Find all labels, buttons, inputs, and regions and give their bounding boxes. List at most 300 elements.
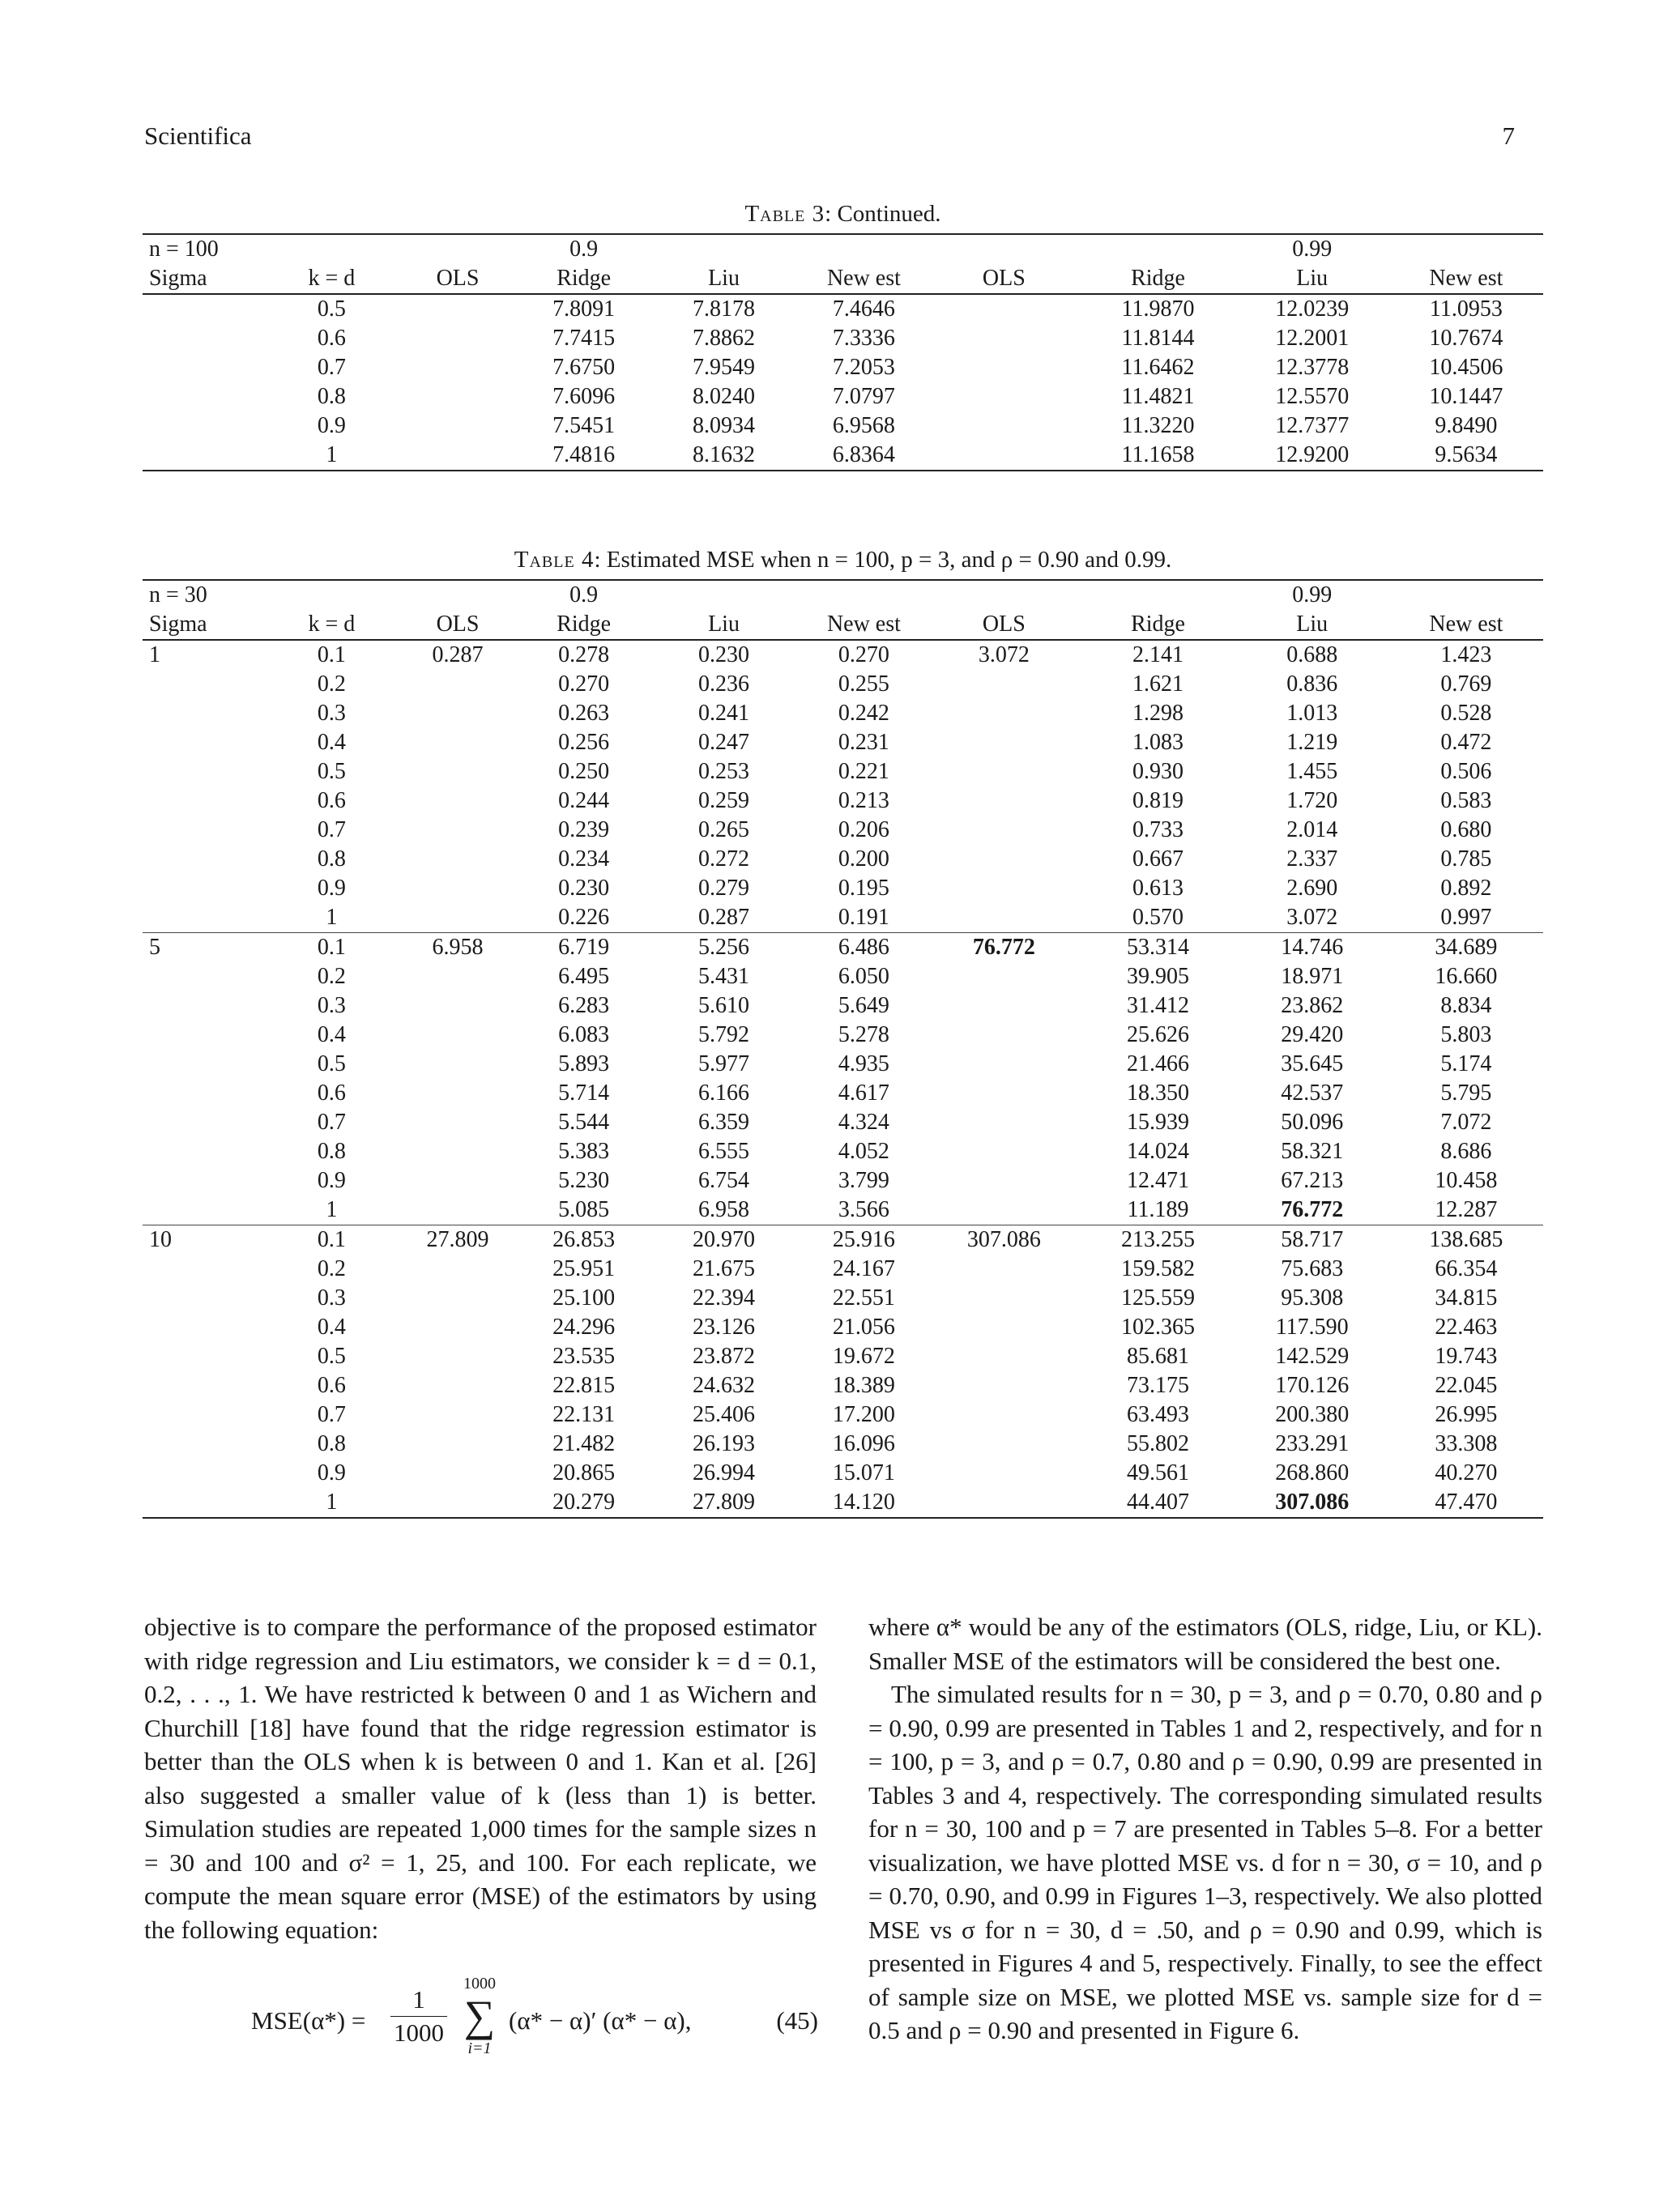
new-est-cell: 24.167 [832, 1256, 895, 1281]
liu-cell: 233.291 [1275, 1431, 1350, 1456]
ridge-cell: 20.279 [521, 1488, 647, 1518]
ridge-cell: 25.100 [552, 1285, 616, 1311]
ridge-cell: 0.667 [1132, 846, 1184, 872]
ridge-cell: 0.570 [1081, 903, 1235, 933]
ridge-cell: 44.407 [1081, 1488, 1235, 1518]
column-header: k = d [269, 610, 395, 640]
table-cell [927, 411, 1081, 441]
ols-cell [927, 1108, 1081, 1137]
table-row [143, 640, 1543, 670]
k-value-cell: 0.8 [317, 1139, 346, 1164]
new-est-cell: 0.506 [1440, 759, 1492, 784]
liu-cell: 42.537 [1281, 1080, 1344, 1106]
table-cell [927, 294, 1081, 324]
column-header: OLS [927, 610, 1081, 640]
table-4 [143, 545, 1543, 1519]
k-value-cell: 0.1 [317, 1227, 346, 1252]
liu-cell: 307.086 [1235, 1488, 1389, 1518]
table-cell: 7.8862 [693, 326, 756, 351]
liu-cell: 14.746 [1281, 935, 1344, 960]
sigma-cell [143, 1284, 269, 1313]
liu-cell: 58.321 [1281, 1139, 1344, 1164]
ols-cell [394, 1050, 521, 1079]
ols-cell [927, 1342, 1081, 1371]
table-3-grid [143, 233, 1543, 471]
table-cell: 7.2053 [832, 355, 895, 380]
liu-cell: 0.253 [698, 759, 750, 784]
liu-cell: 23.872 [693, 1344, 756, 1369]
table-row [143, 1196, 1543, 1225]
body-paragraph: objective is to compare the performance of the proposed estimator with ridge regression and Liu estimators, we consider k = d = 0.1, 0.2, . . ., 1. We have restricted k between 0 and 1 as Wichern and Churchill [18] have found that the ridge regression estimator is better than the OLS when k is between 0 and 1. Kan et al. [26] also suggested a smaller value of k (less than 1) is better. Simulation studies are repeated 1,000 times for the sample sizes n = 30 and 100 and σ² = 1, 25, and 100. For each replicate, we compute the mean square error (MSE) of the estimators by using the following equation: [144, 1613, 817, 1944]
ols-cell [927, 1488, 1081, 1518]
ols-cell [927, 1137, 1081, 1166]
liu-cell: 142.529 [1275, 1344, 1350, 1369]
table-cell: 7.6750 [552, 355, 616, 380]
table-cell: 0.5 [317, 296, 346, 322]
sigma-cell [143, 1488, 269, 1518]
ridge-cell: 11.189 [1081, 1196, 1235, 1225]
column-header: k = d [269, 264, 395, 294]
k-value-cell: 0.6 [317, 788, 346, 813]
rho-group-header: 0.99 [1235, 234, 1389, 264]
k-value-cell: 0.5 [317, 1344, 346, 1369]
new-est-cell: 33.308 [1435, 1431, 1498, 1456]
table-row [143, 1255, 1543, 1284]
liu-cell: 0.259 [698, 788, 750, 813]
ols-cell [927, 1430, 1081, 1459]
table-row [143, 1459, 1543, 1488]
ols-cell [927, 962, 1081, 991]
new-est-cell: 0.680 [1440, 817, 1492, 842]
liu-cell: 1.013 [1286, 701, 1338, 726]
k-value-cell: 0.4 [317, 1315, 346, 1340]
ridge-cell: 0.256 [558, 730, 610, 755]
table-cell: 11.9870 [1121, 296, 1195, 322]
sigma-cell [143, 1108, 269, 1137]
liu-cell: 6.958 [646, 1196, 800, 1225]
sigma-cell [143, 1050, 269, 1079]
liu-cell: 1.219 [1286, 730, 1338, 755]
ols-cell [394, 1079, 521, 1108]
ridge-cell: 20.865 [552, 1460, 616, 1485]
ridge-cell: 22.815 [552, 1373, 616, 1398]
ridge-cell: 5.383 [558, 1139, 610, 1164]
ridge-cell: 25.951 [552, 1256, 616, 1281]
table-row [143, 816, 1543, 845]
ridge-cell: 14.024 [1127, 1139, 1190, 1164]
table-cell: 11.4821 [1121, 384, 1195, 409]
ols-cell [927, 1313, 1081, 1342]
table-4-caption: Table 4: Estimated MSE when n = 100, p = 3, and ρ = 0.90 and 0.99. [514, 547, 1172, 573]
liu-cell: 0.272 [698, 846, 750, 872]
liu-cell: 0.265 [698, 817, 750, 842]
liu-cell: 22.394 [693, 1285, 756, 1311]
new-est-cell: 0.195 [838, 876, 889, 901]
new-est-cell: 25.916 [832, 1227, 895, 1252]
table-cell: 7.9549 [693, 355, 756, 380]
liu-cell: 21.675 [693, 1256, 756, 1281]
ols-cell [394, 1166, 521, 1196]
journal-name: Scientifica [144, 121, 252, 150]
sigma-cell [143, 1079, 269, 1108]
liu-cell: 5.977 [698, 1051, 750, 1076]
k-value-cell: 0.1 [317, 935, 346, 960]
ols-cell [927, 1459, 1081, 1488]
ridge-cell: 26.853 [552, 1227, 616, 1252]
new-est-cell: 0.528 [1440, 701, 1492, 726]
ols-cell: 76.772 [972, 935, 1035, 960]
new-est-cell: 5.649 [838, 993, 889, 1018]
ols-cell [394, 1400, 521, 1430]
new-est-cell: 12.287 [1389, 1196, 1543, 1225]
new-est-cell: 19.672 [832, 1344, 895, 1369]
table-row [143, 324, 1543, 353]
table-cell: 12.9200 [1235, 441, 1389, 471]
ols-cell [927, 1079, 1081, 1108]
ols-cell [394, 699, 521, 728]
new-est-cell: 21.056 [832, 1315, 895, 1340]
column-header: New est [1389, 610, 1543, 640]
equation-rhs: (α* − α)′ (α* − α), [509, 2006, 692, 2035]
table-row [143, 1284, 1543, 1313]
table-corner-label: n = 100 [143, 234, 269, 264]
liu-cell: 0.279 [698, 876, 750, 901]
liu-cell: 5.256 [698, 935, 750, 960]
new-est-cell: 19.743 [1435, 1344, 1498, 1369]
ridge-cell: 1.083 [1132, 730, 1184, 755]
ols-cell [927, 1050, 1081, 1079]
new-est-cell: 14.120 [801, 1488, 928, 1518]
k-value-cell: 0.8 [317, 1431, 346, 1456]
ridge-cell: 12.471 [1127, 1168, 1190, 1193]
page-number: 7 [1502, 121, 1515, 150]
liu-cell: 29.420 [1281, 1022, 1344, 1047]
table-row [143, 411, 1543, 441]
empty-cell [646, 234, 800, 264]
new-est-cell: 4.052 [838, 1139, 889, 1164]
k-value-cell: 0.3 [317, 1285, 346, 1311]
ridge-cell: 102.365 [1121, 1315, 1196, 1340]
empty-cell [801, 580, 928, 610]
table-row [143, 670, 1543, 699]
table-cell [927, 382, 1081, 411]
ols-cell [394, 1342, 521, 1371]
table-cell: 11.1658 [1081, 441, 1235, 471]
liu-cell: 1.455 [1286, 759, 1338, 784]
sigma-cell [143, 1021, 269, 1050]
k-value-cell: 0.7 [317, 1402, 346, 1427]
new-est-cell: 5.795 [1440, 1080, 1492, 1106]
sigma-cell [143, 816, 269, 845]
table-cell [394, 382, 521, 411]
liu-cell: 0.236 [698, 671, 750, 697]
table-row [143, 991, 1543, 1021]
new-est-cell: 0.231 [838, 730, 889, 755]
ols-cell [927, 903, 1081, 933]
empty-cell [1389, 580, 1543, 610]
table-cell: 0.8 [317, 384, 346, 409]
table-row [143, 1108, 1543, 1137]
column-header: OLS [394, 610, 521, 640]
new-est-cell: 5.278 [838, 1022, 889, 1047]
sigma-cell [143, 1371, 269, 1400]
k-value-cell: 1 [269, 1196, 395, 1225]
sigma-cell [143, 1400, 269, 1430]
column-header: Ridge [521, 264, 647, 294]
ridge-cell: 125.559 [1121, 1285, 1196, 1311]
table-cell: 7.8178 [693, 296, 756, 322]
table-row [143, 1137, 1543, 1166]
ols-cell [927, 1371, 1081, 1400]
sigma-cell [143, 991, 269, 1021]
column-header: OLS [927, 264, 1081, 294]
new-est-cell: 0.769 [1440, 671, 1492, 697]
column-header: Ridge [1081, 264, 1235, 294]
new-est-cell: 4.617 [838, 1080, 889, 1106]
new-est-cell: 8.834 [1440, 993, 1492, 1018]
ridge-cell: 23.535 [552, 1344, 616, 1369]
new-est-cell: 16.660 [1435, 964, 1498, 989]
new-est-cell: 0.200 [838, 846, 889, 872]
ridge-cell: 49.561 [1127, 1460, 1190, 1485]
liu-cell: 18.971 [1281, 964, 1344, 989]
new-est-cell: 10.458 [1435, 1168, 1498, 1193]
table-corner-label: n = 30 [143, 580, 269, 610]
ridge-cell: 0.613 [1132, 876, 1184, 901]
table-row [143, 933, 1543, 963]
rho-group-header: 0.9 [521, 580, 647, 610]
liu-cell: 27.809 [646, 1488, 800, 1518]
k-value-cell: 0.5 [317, 1051, 346, 1076]
empty-cell [1081, 234, 1235, 264]
ols-cell [927, 757, 1081, 786]
ridge-cell: 0.234 [558, 846, 610, 872]
equation-45 [251, 1974, 818, 2063]
liu-cell: 2.690 [1286, 876, 1338, 901]
table-row [143, 1430, 1543, 1459]
ridge-cell: 0.270 [558, 671, 610, 697]
column-header: Ridge [521, 610, 647, 640]
new-est-cell: 4.324 [838, 1110, 889, 1135]
table-cell [143, 353, 269, 382]
liu-cell: 76.772 [1235, 1196, 1389, 1225]
body-paragraph: The simulated results for n = 30, p = 3, and ρ = 0.70, 0.80 and ρ = 0.90, 0.99 are presented in Tables 1 and 2, respectively, and for n = 100, p = 3, and ρ = 0.7, 0.80 and ρ = 0.90, 0.99 are presented in Tables 3 and 4, respectively. The corresponding simulated results for n = 30, 100 and p = 7 are presented in Tables 5–8. For a better visualization, we have plotted MSE vs. d for n = 30, σ = 10, and ρ = 0.70, 0.90, and 0.99 in Figures 1–3, respectively. We also plotted MSE vs σ for n = 30, d = .50, and ρ = 0.90 and 0.99, which is presented in Figures 4 and 5, respectively. Finally, to see the effect of sample size on MSE, we plotted MSE vs. sample size for d = 0.5 and ρ = 0.90 and presented in Figure 6. [868, 1680, 1542, 2044]
ridge-cell: 0.244 [558, 788, 610, 813]
ridge-cell: 6.495 [558, 964, 610, 989]
ridge-cell: 1.298 [1132, 701, 1184, 726]
ridge-cell: 5.714 [558, 1080, 610, 1106]
sigma-cell [143, 786, 269, 816]
liu-cell: 0.230 [698, 642, 750, 667]
ols-cell [394, 1313, 521, 1342]
table-cell: 1 [269, 441, 395, 471]
liu-cell: 75.683 [1281, 1256, 1344, 1281]
new-est-cell: 16.096 [832, 1431, 895, 1456]
new-est-cell: 66.354 [1435, 1256, 1498, 1281]
body-column-left [144, 1610, 817, 1946]
empty-cell [394, 580, 521, 610]
ols-cell [394, 962, 521, 991]
liu-cell: 23.862 [1281, 993, 1344, 1018]
empty-cell [646, 580, 800, 610]
ols-cell [927, 728, 1081, 757]
k-value-cell: 0.9 [317, 1460, 346, 1485]
ridge-cell: 73.175 [1127, 1373, 1190, 1398]
liu-cell: 1.720 [1286, 788, 1338, 813]
ols-cell: 27.809 [426, 1227, 489, 1252]
table-cell: 12.3778 [1275, 355, 1350, 380]
table-cell: 8.0934 [693, 413, 756, 438]
new-est-cell: 0.785 [1440, 846, 1492, 872]
new-est-cell: 5.803 [1440, 1022, 1492, 1047]
ridge-cell: 63.493 [1127, 1402, 1190, 1427]
table-cell [927, 441, 1081, 471]
new-est-cell: 0.997 [1389, 903, 1543, 933]
table-cell [394, 411, 521, 441]
liu-cell: 5.792 [698, 1022, 750, 1047]
table-cell: 8.1632 [646, 441, 800, 471]
ridge-cell: 21.466 [1127, 1051, 1190, 1076]
new-est-cell: 0.213 [838, 788, 889, 813]
ridge-cell: 0.250 [558, 759, 610, 784]
liu-cell: 3.072 [1235, 903, 1389, 933]
ols-cell [394, 786, 521, 816]
table-row [143, 1021, 1543, 1050]
ols-cell: 0.287 [432, 642, 484, 667]
ols-cell [927, 786, 1081, 816]
table-cell [143, 411, 269, 441]
liu-cell: 50.096 [1281, 1110, 1344, 1135]
new-est-cell: 22.551 [832, 1285, 895, 1311]
ridge-cell: 22.131 [552, 1402, 616, 1427]
liu-cell: 23.126 [693, 1315, 756, 1340]
column-header: Sigma [143, 610, 269, 640]
new-est-cell: 26.995 [1435, 1402, 1498, 1427]
table-cell: 9.8490 [1435, 413, 1498, 438]
sigma-cell [143, 1342, 269, 1371]
table-cell: 7.5451 [552, 413, 616, 438]
table-row [143, 1400, 1543, 1430]
sigma-cell [143, 1313, 269, 1342]
table-row [143, 1225, 1543, 1255]
ols-cell [394, 1137, 521, 1166]
ols-cell: 307.086 [966, 1227, 1041, 1252]
ols-cell [394, 1371, 521, 1400]
sigma-cell [143, 1430, 269, 1459]
table-row [143, 903, 1543, 933]
liu-cell: 6.359 [698, 1110, 750, 1135]
table-row [143, 1313, 1543, 1342]
ridge-cell: 18.350 [1127, 1080, 1190, 1106]
k-value-cell: 0.4 [317, 730, 346, 755]
new-est-cell: 0.191 [801, 903, 928, 933]
liu-cell: 35.645 [1281, 1051, 1344, 1076]
new-est-cell: 6.486 [838, 935, 889, 960]
new-est-cell: 8.686 [1440, 1139, 1492, 1164]
sigma-cell: 1 [149, 642, 160, 667]
sigma-cell [143, 699, 269, 728]
ols-cell [927, 874, 1081, 903]
new-est-cell: 1.423 [1440, 642, 1492, 667]
k-value-cell: 1 [269, 1488, 395, 1518]
ridge-cell: 213.255 [1121, 1227, 1196, 1252]
table-row [143, 382, 1543, 411]
ols-cell: 3.072 [978, 642, 1030, 667]
column-header: Ridge [1081, 610, 1235, 640]
table-cell [394, 353, 521, 382]
liu-cell: 67.213 [1281, 1168, 1344, 1193]
ridge-cell: 0.230 [558, 876, 610, 901]
k-value-cell: 0.8 [317, 846, 346, 872]
new-est-cell: 17.200 [832, 1402, 895, 1427]
table-cell: 11.0953 [1429, 296, 1503, 322]
new-est-cell: 6.050 [838, 964, 889, 989]
table-row [143, 1166, 1543, 1196]
sigma-cell [143, 757, 269, 786]
new-est-cell: 34.689 [1435, 935, 1498, 960]
k-value-cell: 0.1 [317, 642, 346, 667]
liu-cell: 170.126 [1275, 1373, 1350, 1398]
table-row [143, 699, 1543, 728]
empty-cell [394, 234, 521, 264]
sigma-cell [143, 845, 269, 874]
ols-cell [394, 1459, 521, 1488]
table-cell: 7.7415 [552, 326, 616, 351]
liu-cell: 6.555 [698, 1139, 750, 1164]
table-row [143, 294, 1543, 324]
new-est-cell: 0.472 [1440, 730, 1492, 755]
ridge-cell: 15.939 [1127, 1110, 1190, 1135]
ols-cell [927, 1400, 1081, 1430]
new-est-cell: 0.242 [838, 701, 889, 726]
table-cell: 7.3336 [832, 326, 895, 351]
table-cell: 7.8091 [552, 296, 616, 322]
column-header: Liu [1235, 264, 1389, 294]
table-cell: 10.1447 [1429, 384, 1503, 409]
table-cell: 0.6 [317, 326, 346, 351]
liu-cell: 6.754 [698, 1168, 750, 1193]
table-header-row [143, 234, 1543, 264]
table-cell: 11.6462 [1121, 355, 1195, 380]
ridge-cell: 2.141 [1132, 642, 1184, 667]
table-row [143, 845, 1543, 874]
table-row [143, 1050, 1543, 1079]
equation-number: (45) [776, 2006, 818, 2035]
table-cell: 7.4646 [832, 296, 895, 322]
table-row [143, 728, 1543, 757]
table-row [143, 962, 1543, 991]
ridge-cell: 6.283 [558, 993, 610, 1018]
table-cell [143, 382, 269, 411]
ridge-cell: 0.819 [1132, 788, 1184, 813]
ridge-cell: 31.412 [1127, 993, 1190, 1018]
table-4-grid [143, 579, 1543, 1519]
ridge-cell: 0.930 [1132, 759, 1184, 784]
liu-cell: 0.836 [1286, 671, 1338, 697]
new-est-cell: 22.463 [1435, 1315, 1498, 1340]
column-header: New est [801, 264, 928, 294]
ridge-cell: 53.314 [1127, 935, 1190, 960]
table-row [143, 874, 1543, 903]
new-est-cell: 138.685 [1429, 1227, 1503, 1252]
table-row [143, 1079, 1543, 1108]
summation-symbol: 1000 ∑ i=1 [463, 1975, 496, 2057]
table-row [143, 786, 1543, 816]
body-column-right [868, 1610, 1542, 2048]
ridge-cell: 0.278 [558, 642, 610, 667]
ols-cell: 6.958 [432, 935, 484, 960]
ridge-cell: 0.733 [1132, 817, 1184, 842]
